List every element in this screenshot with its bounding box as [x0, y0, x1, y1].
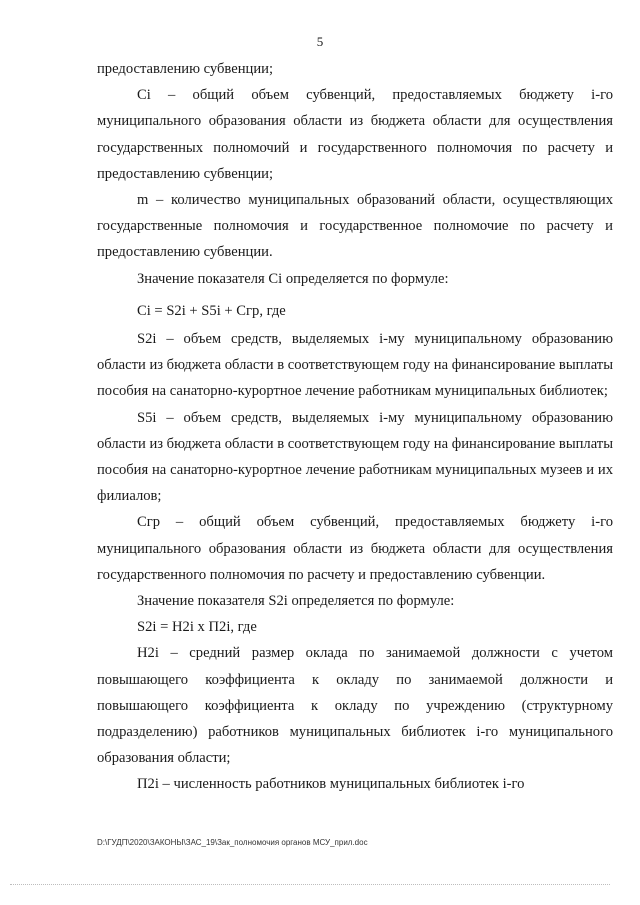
paragraph-cgr-definition: Сгр – общий объем субвенций, предоставляемых бюджету i-го муниципального образования области из бюджета области для осуществления государственного полномочия по расчету и предоставлению субвенции. — [97, 514, 613, 583]
file-path-footer: D:\ГУДП\2020\ЗАКОНЫ\ЗАС_19\Зак_полномочия органов МСУ_прил.doc — [97, 838, 368, 847]
paragraph-continuation: предоставлению субвенции; — [97, 61, 274, 77]
paragraph-p2i-definition: П2i – численность работников муниципальных библиотек i-го — [137, 776, 525, 793]
formula-ci: Ci = S2i + S5i + Сгр, где — [137, 302, 286, 319]
document-body — [97, 56, 613, 798]
paragraph-s2i-definition: S2i – объем средств, выделяемых i-му муниципальному образованию области из бюджета области в соответствующем году на финансирование выплаты пособия на санаторно-курортное лечение работникам муниципальных библиотек; — [97, 331, 613, 400]
page-number: 5 — [316, 34, 324, 49]
formula-s2i: S2i = Н2i х П2i, где — [137, 619, 257, 636]
paragraph-ci-definition: Ci – общий объем субвенций, предоставляемых бюджету i-го муниципального образования области из бюджета области для осуществления государственных полномочий и государственного полномочия по расчету и предоставлению субвенции; — [97, 87, 613, 182]
paragraph-m-definition: m – количество муниципальных образований области, осуществляющих государственные полномочия и государственное полномочие по расчету и предоставлению субвенции. — [97, 192, 613, 261]
paragraph-h2i-definition: Н2i – средний размер оклада по занимаемой должности с учетом повышающего коэффициента к окладу по занимаемой должности и повышающего коэффициента к окладу по учреждению (структурному подразделению) работников муниципальных библиотек i-го муниципального образования области; — [97, 645, 613, 767]
paragraph-s2i-formula-intro: Значение показателя S2i определяется по формуле: — [137, 593, 455, 610]
paragraph-ci-formula-intro: Значение показателя Ci определяется по формуле: — [137, 270, 449, 287]
paragraph-s5i-definition: S5i – объем средств, выделяемых i-му муниципальному образованию области из бюджета области в соответствующем году на финансирование выплаты пособия на санаторно-курортное лечение работникам муниципальных музеев и их филиалов; — [97, 409, 613, 505]
scan-artifact-line — [10, 884, 610, 887]
